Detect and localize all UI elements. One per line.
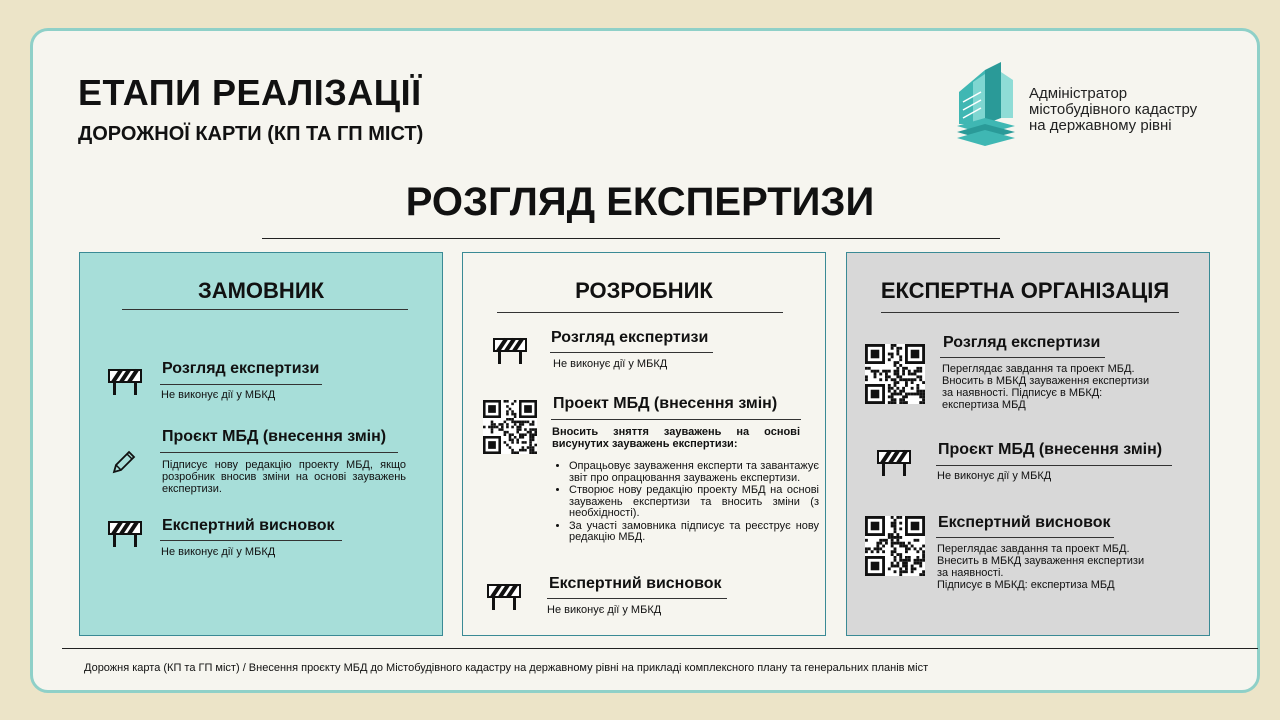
item-divider <box>550 352 713 353</box>
customer-title: ЗАМОВНИК <box>197 278 325 303</box>
item-text <box>942 363 1149 411</box>
item-title: Експертний висновок <box>549 575 722 592</box>
text-line: Підписує в МБКД: експертиза МБД <box>937 579 1115 591</box>
barrier-icon <box>108 520 142 548</box>
logo-line: на державному рівні <box>1029 117 1172 134</box>
item-intro: Вносить зняття зауважень на основі висунутих зауважень експертизи: <box>552 426 800 450</box>
item-divider <box>936 465 1172 466</box>
logo-icon <box>955 62 1017 148</box>
item-title: Розгляд експертизи <box>943 334 1101 351</box>
text-line: Вносить в МБКД зауваження експертизи <box>942 375 1150 387</box>
item-divider <box>160 540 342 541</box>
pencil-icon <box>110 448 138 476</box>
item-title: Проект МБД (внесення змін) <box>553 395 778 412</box>
text-line: Переглядає завдання та проект МБД. <box>937 543 1130 555</box>
barrier-icon <box>493 337 527 365</box>
barrier-icon <box>487 583 521 611</box>
expert-title: ЕКСПЕРТНА ОРГАНІЗАЦІЯ <box>880 278 1170 303</box>
card-divider <box>122 309 408 310</box>
text-line: за наявності. Підписує в МБКД: <box>942 387 1103 399</box>
item-divider <box>936 537 1114 538</box>
footer-divider <box>62 648 1258 649</box>
expert-card <box>846 252 1210 636</box>
list-item: • За участі замовника підписує та реєструє нову редакцію МБД. <box>569 521 819 544</box>
qr-code-icon <box>865 344 925 404</box>
qr-code-icon <box>483 400 537 454</box>
item-title: Експертний висновок <box>938 514 1111 531</box>
item-text <box>937 543 1144 591</box>
page-subtitle: ДОРОЖНОЇ КАРТИ (КП ТА ГП МІСТ) <box>78 123 424 145</box>
section-title: РОЗГЛЯД ЕКСПЕРТИЗИ <box>405 180 875 224</box>
item-divider <box>160 452 398 453</box>
item-title: Розгляд експертизи <box>162 360 320 377</box>
card-divider <box>497 312 783 313</box>
logo-text <box>1029 86 1197 134</box>
item-text: Не виконує дії у МБКД <box>547 604 662 616</box>
text-line: експертиза МБД <box>942 399 1026 411</box>
logo-line: Адміністратор <box>1029 85 1128 102</box>
item-text: Не виконує дії у МБКД <box>553 358 668 370</box>
section-divider <box>262 238 1000 239</box>
list-item: • Опрацьовує зауваження експерти та завантажує звіт про опрацювання зауважень експертизи. <box>569 461 819 484</box>
card-divider <box>881 312 1179 313</box>
text-line: Переглядає завдання та проект МБД. <box>942 363 1135 375</box>
text-line: Внесить в МБКД зауваження експертизи <box>937 555 1145 567</box>
developer-card <box>462 252 826 636</box>
footer-text: Дорожня карта (КП та ГП міст) / Внесення проєкту МБД до Містобудівного кадастру на державному рівні на прикладі комплексного плану та генеральних планів міст <box>84 662 929 674</box>
item-text: Підписує нову редакцію проекту МБД, якщо розробник вносив зміни на основі зауважень експертизи. <box>162 459 406 495</box>
developer-title: РОЗРОБНИК <box>575 278 713 303</box>
item-title: Проєкт МБД (внесення змін) <box>938 441 1163 458</box>
customer-card <box>79 252 443 636</box>
item-divider <box>551 419 801 420</box>
item-divider <box>160 384 322 385</box>
item-text: Не виконує дії у МБКД <box>937 470 1052 482</box>
item-text: Не виконує дії у МБКД <box>161 389 276 401</box>
qr-code-icon <box>865 516 925 576</box>
item-bullet-list <box>551 461 819 545</box>
text-line: за наявності. <box>937 567 1004 579</box>
item-title: Експертний висновок <box>162 517 335 534</box>
logo-line: містобудівного кадастру <box>1029 101 1198 118</box>
barrier-icon <box>108 368 142 396</box>
item-title: Розгляд експертизи <box>551 329 709 346</box>
item-text: Не виконує дії у МБКД <box>161 546 276 558</box>
page-title: ЕТАПИ РЕАЛІЗАЦІЇ <box>78 72 422 113</box>
list-item: • Створює нову редакцію проекту МБД на основі зауважень експертизи та вносить зміни (з необхідності). <box>569 485 819 520</box>
barrier-icon <box>877 449 911 477</box>
item-title: Проєкт МБД (внесення змін) <box>162 428 387 445</box>
item-divider <box>940 357 1105 358</box>
item-divider <box>547 598 727 599</box>
